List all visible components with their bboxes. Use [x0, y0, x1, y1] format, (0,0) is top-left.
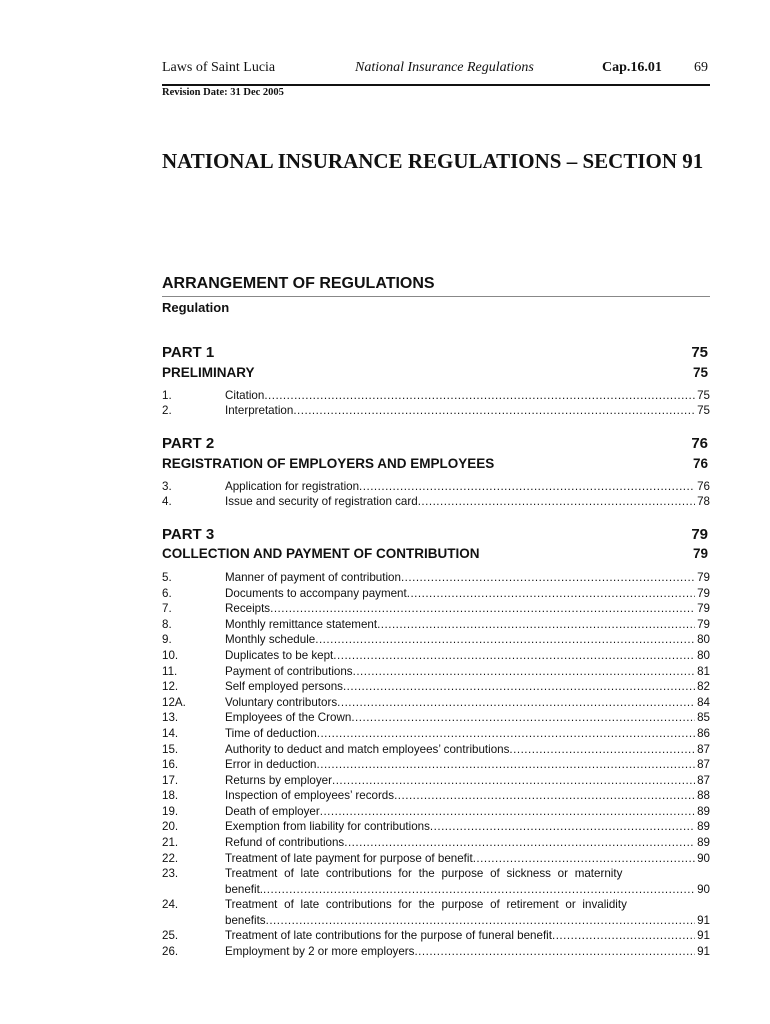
entry-page: 78: [697, 495, 710, 508]
entry-page: 87: [697, 774, 710, 787]
toc-entry[interactable]: [162, 789, 710, 805]
entry-title: Self employed persons: [225, 680, 343, 693]
entry-page: 84: [697, 696, 710, 709]
entry-page: 89: [697, 805, 710, 818]
toc-entry-continuation[interactable]: [162, 883, 710, 899]
arrangement-rule: [162, 296, 710, 297]
entry-title: Treatment of late contributions for the purpose of funeral benefit: [225, 929, 552, 942]
entry-page: 80: [697, 633, 710, 646]
entry-title: Death of employer: [225, 805, 320, 818]
dot-leader: [270, 602, 695, 615]
dot-leader: [333, 649, 695, 662]
entry-page: 82: [697, 680, 710, 693]
entry-number: 21.: [162, 836, 179, 849]
dot-leader: [264, 389, 695, 402]
entry-number: 19.: [162, 805, 179, 818]
toc-entry[interactable]: [162, 711, 710, 727]
part-2-heading-row: [162, 456, 710, 473]
entry-title: Issue and security of registration card: [225, 495, 418, 508]
toc-entry[interactable]: [162, 929, 710, 945]
header-chapter: Cap.16.01: [602, 60, 662, 75]
header-page-number: 69: [694, 60, 708, 75]
entry-title: Exemption from liability for contributions: [225, 820, 430, 833]
header-rule: [162, 84, 710, 86]
entry-page: 90: [697, 852, 710, 865]
dot-leader: [377, 618, 695, 631]
entry-title: Receipts: [225, 602, 271, 615]
entry-page: 91: [697, 914, 710, 927]
toc-entry[interactable]: [162, 389, 710, 405]
entry-title: Documents to accompany payment: [225, 587, 407, 600]
dot-leader: [343, 680, 695, 693]
toc-entry[interactable]: [162, 571, 710, 587]
entry-page: 91: [697, 945, 710, 958]
entry-title-line1: Treatment of late contributions for the purpose of retirement or invalidity: [225, 898, 627, 911]
toc-entry[interactable]: [162, 805, 710, 821]
entry-title: Monthly schedule: [225, 633, 316, 646]
toc-entry[interactable]: [162, 852, 710, 868]
dot-leader: [344, 836, 695, 849]
entry-title-line1: Treatment of late contributions for the purpose of sickness or maternity: [225, 867, 623, 880]
header-jurisdiction: Laws of Saint Lucia: [162, 60, 276, 75]
entry-number: 12A.: [162, 696, 186, 709]
part-label: PART 3: [162, 526, 215, 543]
entry-page: 87: [697, 758, 710, 771]
part-page: 79: [691, 526, 708, 543]
dot-leader: [418, 495, 695, 508]
dot-leader: [317, 727, 695, 740]
part-heading: COLLECTION AND PAYMENT OF CONTRIBUTION: [162, 546, 480, 561]
part-3-row: [162, 526, 710, 544]
dot-leader: [473, 852, 695, 865]
dot-leader: [414, 945, 695, 958]
entry-number: 17.: [162, 774, 179, 787]
dot-leader: [359, 480, 695, 493]
toc-entry[interactable]: [162, 480, 710, 496]
document-title: NATIONAL INSURANCE REGULATIONS – SECTION 91: [162, 149, 704, 173]
entry-number: 24.: [162, 898, 179, 911]
dot-leader: [430, 820, 695, 833]
dot-leader: [351, 711, 695, 724]
dot-leader: [266, 914, 695, 927]
dot-leader: [552, 929, 695, 942]
part-heading-page: 75: [692, 365, 708, 380]
entry-number: 7.: [162, 602, 172, 615]
entry-page: 86: [697, 727, 710, 740]
entry-number: 1.: [162, 389, 172, 402]
dot-leader: [293, 404, 695, 417]
toc-entry[interactable]: [162, 696, 710, 712]
entry-page: 89: [697, 820, 710, 833]
toc-entry[interactable]: [162, 867, 710, 883]
part-page: 76: [691, 435, 708, 452]
entry-number: 3.: [162, 480, 172, 493]
entry-title: Refund of contributions: [225, 836, 345, 849]
part-label: PART 1: [162, 344, 215, 361]
entry-title: Duplicates to be kept: [225, 649, 334, 662]
entry-title-line2: benefit.: [225, 883, 264, 896]
part-heading: REGISTRATION OF EMPLOYERS AND EMPLOYEES: [162, 456, 495, 471]
toc-entry[interactable]: [162, 898, 710, 914]
entry-number: 12.: [162, 680, 179, 693]
part-page: 75: [691, 344, 708, 361]
entry-page: 79: [697, 587, 710, 600]
toc-entry[interactable]: [162, 495, 710, 511]
entry-title: Payment of contributions: [225, 665, 353, 678]
toc-entry[interactable]: [162, 774, 710, 790]
dot-leader: [407, 587, 695, 600]
regulation-column-label: Regulation: [162, 300, 230, 315]
entry-number: 15.: [162, 743, 179, 756]
entry-number: 6.: [162, 587, 172, 600]
part-heading-page: 79: [692, 546, 708, 561]
entry-number: 23.: [162, 867, 179, 880]
entry-title: Monthly remittance statement: [225, 618, 378, 631]
entry-number: 18.: [162, 789, 179, 802]
entry-number: 5.: [162, 571, 172, 584]
dot-leader: [315, 633, 695, 646]
entry-title: Application for registration: [225, 480, 360, 493]
entry-number: 2.: [162, 404, 172, 417]
entry-page: 75: [697, 404, 710, 417]
entry-page: 87: [697, 743, 710, 756]
dot-leader: [337, 696, 695, 709]
part-3-heading-row: [162, 546, 710, 563]
entry-title: Time of deduction: [225, 727, 317, 740]
toc-entry[interactable]: [162, 758, 710, 774]
entry-title: Citation: [225, 389, 265, 402]
dot-leader: [320, 805, 695, 818]
dot-leader: [509, 743, 695, 756]
dot-leader: [332, 774, 695, 787]
dot-leader: [353, 665, 695, 678]
entry-number: 16.: [162, 758, 179, 771]
revision-date: Revision Date: 31 Dec 2005: [162, 87, 284, 98]
dot-leader: [394, 789, 695, 802]
entry-number: 4.: [162, 495, 172, 508]
part-heading: PRELIMINARY: [162, 365, 255, 380]
toc-entry[interactable]: [162, 587, 710, 603]
entry-page: 79: [697, 602, 710, 615]
toc-entry[interactable]: [162, 618, 710, 634]
part-1-row: [162, 344, 710, 362]
entry-number: 10.: [162, 649, 179, 662]
entry-page: 91: [697, 929, 710, 942]
toc-entry-continuation[interactable]: [162, 914, 710, 930]
entry-page: 85: [697, 711, 710, 724]
entry-title: Voluntary contributors: [225, 696, 338, 709]
entry-number: 14.: [162, 727, 179, 740]
entry-number: 22.: [162, 852, 179, 865]
entry-page: 76: [697, 480, 710, 493]
part-2-row: [162, 435, 710, 453]
toc-entry[interactable]: [162, 404, 710, 420]
toc-entry[interactable]: [162, 836, 710, 852]
entry-title: Employment by 2 or more employers: [225, 945, 415, 958]
entry-number: 26.: [162, 945, 179, 958]
part-heading-page: 76: [692, 456, 708, 471]
entry-number: 20.: [162, 820, 179, 833]
entry-number: 8.: [162, 618, 172, 631]
entry-page: 80: [697, 649, 710, 662]
entry-number: 25.: [162, 929, 179, 942]
entry-page: 90: [697, 883, 710, 896]
entry-title: Employees of the Crown: [225, 711, 352, 724]
entry-title: Treatment of late payment for purpose of benefit: [225, 852, 473, 865]
entry-title: Inspection of employees’ records: [225, 789, 395, 802]
entry-page: 79: [697, 618, 710, 631]
entry-page: 89: [697, 836, 710, 849]
dot-leader: [317, 758, 696, 771]
toc-entry[interactable]: [162, 649, 710, 665]
toc-entry[interactable]: [162, 680, 710, 696]
toc-entry[interactable]: [162, 727, 710, 743]
toc-entry[interactable]: [162, 665, 710, 681]
part-1-heading-row: [162, 365, 710, 382]
entry-title: Returns by employer: [225, 774, 332, 787]
entry-number: 9.: [162, 633, 172, 646]
entry-page: 81: [697, 665, 710, 678]
toc-entry[interactable]: [162, 743, 710, 759]
entry-page: 88: [697, 789, 710, 802]
arrangement-title: ARRANGEMENT OF REGULATIONS: [162, 275, 435, 292]
entry-title: Error in deduction: [225, 758, 317, 771]
toc-entry[interactable]: [162, 945, 710, 961]
entry-page: 79: [697, 571, 710, 584]
entry-title: Manner of payment of contribution: [225, 571, 401, 584]
running-header: [162, 60, 710, 78]
dot-leader: [401, 571, 695, 584]
toc-entry[interactable]: [162, 820, 710, 836]
toc-entry[interactable]: [162, 633, 710, 649]
entry-title-line2: benefits: [225, 914, 266, 927]
dot-leader: [263, 883, 695, 896]
entry-title: Authority to deduct and match employees’ contributions: [225, 743, 510, 756]
header-document-name: National Insurance Regulations: [355, 60, 534, 75]
entry-number: 11.: [162, 665, 178, 678]
entry-title: Interpretation: [225, 404, 294, 417]
entry-number: 13.: [162, 711, 179, 724]
toc-entry[interactable]: [162, 602, 710, 618]
entry-page: 75: [697, 389, 710, 402]
part-label: PART 2: [162, 435, 215, 452]
